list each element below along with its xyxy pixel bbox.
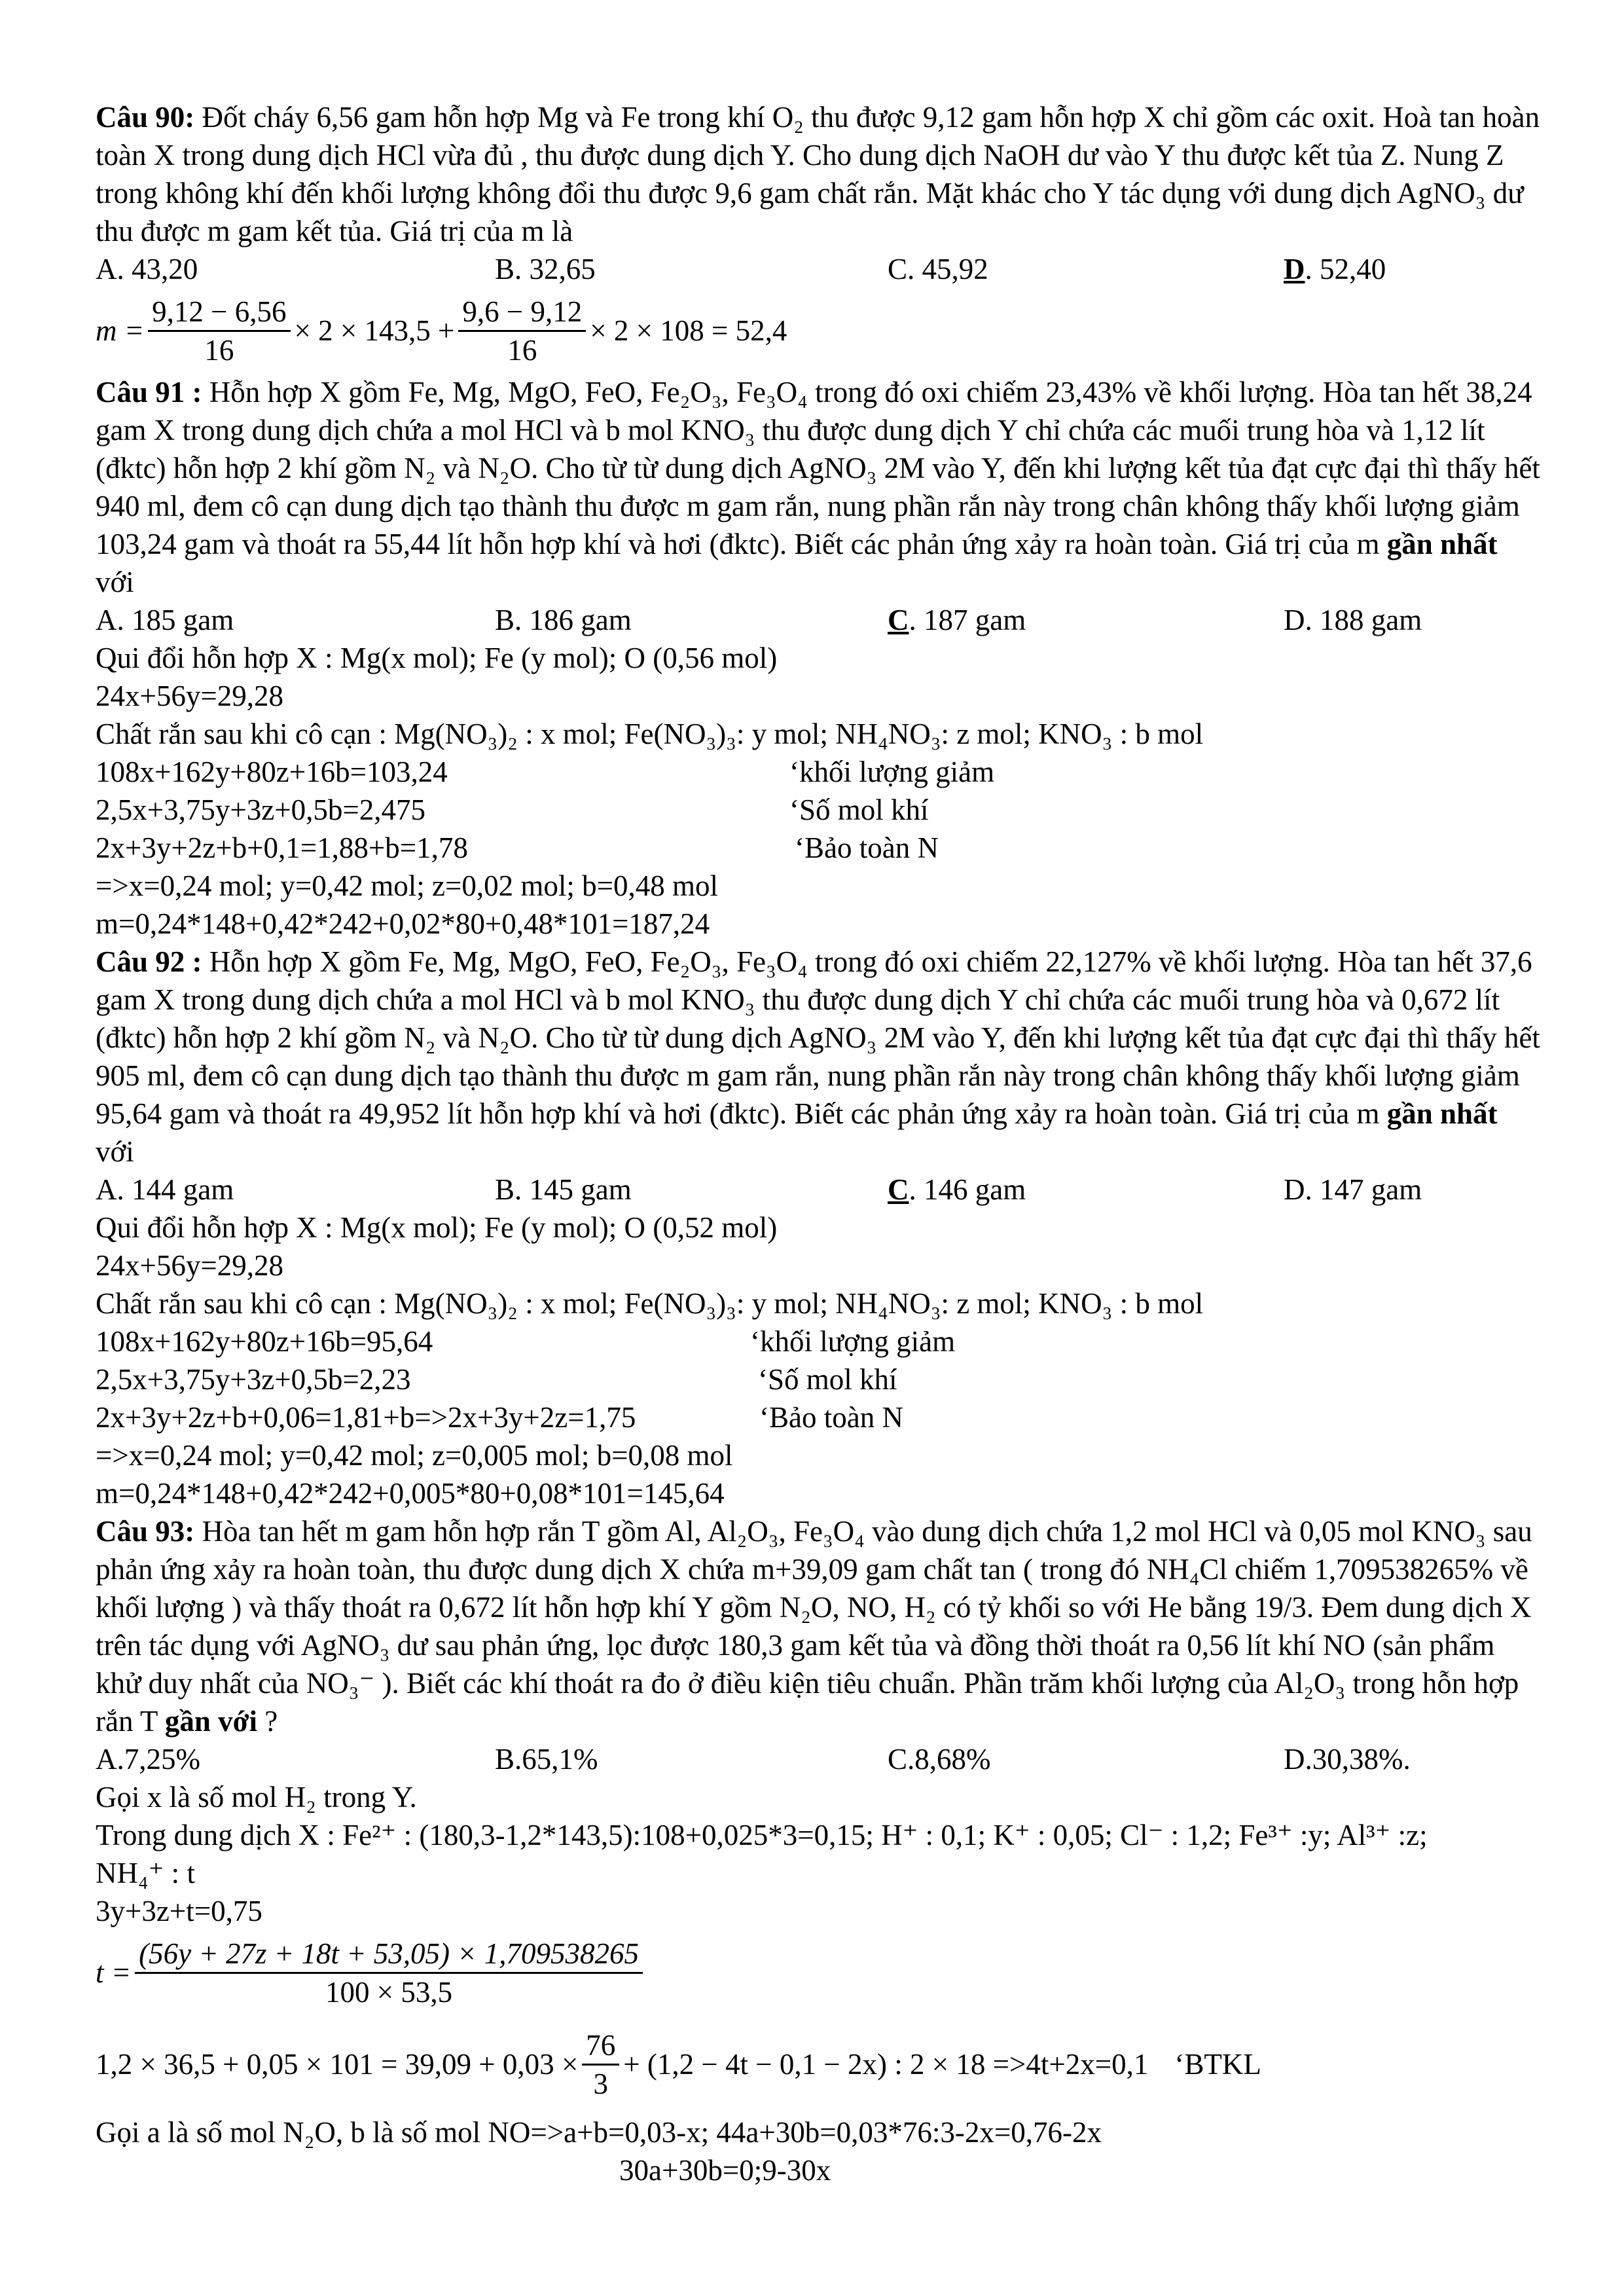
q90-option-a: A. 43,20 (96, 253, 198, 285)
q91-option-c-letter: C (888, 604, 909, 636)
q92-text: Hỗn hợp X gồm Fe, Mg, MgO, FeO, Fe₂O₃, Fe₃O₄ trong đó oxi chiếm 22,127% về khối lượng. Hòa tan hết 37,6 gam X trong dung dịch chứa a mol HCl và b mol KNO₃ thu được dung dịch Y chỉ chứa các muối trung hòa và 0,672 lít (đktc) hỗn hợp 2 khí gồm N₂ và N₂O. Cho từ từ dung dịch AgNO₃ 2M vào Y, đến khi lượng kết tủa đạt cực đại thì thấy hết 905 ml, đem cô cạn dung dịch tạo thành thu được m gam rắn, nung phần rắn này trong chân không thấy khối lượng giảm 95,64 gam và thoát ra 49,952 lít hỗn hợp khí và hơi (đktc). Biết các phản ứng xảy ra hoàn toàn. Giá trị của m (96, 945, 1540, 1130)
q92-option-a: A. 144 gam (96, 1173, 234, 1206)
q90-option-c: C. 45,92 (888, 253, 988, 285)
q93-statement (96, 1512, 1542, 1740)
q92-line-8: m=0,24*148+0,42*242+0,005*80+0,08*101=145,64 (96, 1477, 725, 1510)
q93-option-d: D.30,38%. (1284, 1743, 1411, 1776)
q90-formula-lhs: m = (96, 314, 145, 347)
q90-fraction-1-den: 16 (204, 333, 234, 367)
q93-btkl-rhs: + (1,2 − 4t − 0,1 − 2x) : 2 × 18 =>4t+2x=0,1 (623, 2048, 1149, 2081)
q93-line-4: 3y+3z+t=0,75 (96, 1895, 262, 1927)
q90-label: Câu 90: (96, 101, 195, 134)
q91-options (96, 601, 1542, 639)
q91-eq-4: 108x+162y+80z+16b=103,24 (96, 756, 448, 788)
q91-eq-5: 2,5x+3,75y+3z+0,5b=2,475 (96, 793, 425, 826)
q90-option-d (1284, 250, 1542, 288)
q92-eq-5: 2,5x+3,75y+3z+0,5b=2,23 (96, 1363, 411, 1396)
q93-text: Hòa tan hết m gam hỗn hợp rắn T gồm Al, Al₂O₃, Fe₃O₄ vào dung dịch chứa 1,2 mol HCl và 0,05 mol KNO₃ sau phản ứng xảy ra hoàn toàn, thu được dung dịch X chứa m+39,09 gam chất tan ( trong đó NH₄Cl chiếm 1,709538265% về khối lượng ) và thấy thoát ra 0,672 lít hỗn hợp khí Y gồm N₂O, NO, H₂ có tỷ khối so với He bằng 19/3. Đem dung dịch X trên tác dụng với AgNO₃ dư sau phản ứng, lọc được 180,3 gam kết tủa và đồng thời thoát ra 0,56 lít khí NO (sản phẩm khử duy nhất của NO₃⁻ ). Biết các khí thoát ra đo ở điều kiện tiêu chuẩn. Phần trăm khối lượng của Al₂O₃ trong hỗn hợp rắn T (96, 1515, 1532, 1738)
q93-t-fraction-den: 100 × 53,5 (325, 1975, 453, 2009)
q93-bold-phrase: gần với (164, 1705, 258, 1738)
q93-btkl-formula (96, 2015, 1542, 2113)
q92-option-c-letter: C (888, 1173, 909, 1206)
q92-line-6 (96, 1398, 1542, 1436)
q91-line-5 (96, 791, 1542, 829)
q90-formula-end: × 2 × 108 = 52,4 (590, 314, 787, 347)
q93-btkl-fraction (582, 2027, 619, 2102)
q93-btkl-fraction-den: 3 (593, 2067, 609, 2100)
q91-eq-6: 2x+3y+2z+b+0,1=1,88+b=1,78 (96, 831, 468, 864)
q92-line-3: Chất rắn sau khi cô cạn : Mg(NO₃)₂ : x mol; Fe(NO₃)₃: y mol; NH₄NO₃: z mol; KNO₃ : b mol (96, 1287, 1204, 1320)
q93-t-fraction-num: (56y + 27z + 18t + 53,05) × 1,709538265 (135, 1935, 643, 1974)
q91-option-c-value: . 187 gam (909, 604, 1026, 636)
q93-btkl-lhs: 1,2 × 36,5 + 0,05 × 101 = 39,09 + 0,03 × (96, 2048, 579, 2081)
q92-line-4 (96, 1322, 1542, 1360)
q91-line-6 (96, 829, 1542, 867)
document-page (96, 98, 1542, 2189)
q91-note-6: ‘Bảo toàn N (795, 831, 939, 864)
q93-label: Câu 93: (96, 1515, 195, 1548)
q90-fraction-1 (148, 293, 290, 369)
q91-line-1: Qui đổi hỗn hợp X : Mg(x mol); Fe (y mol); O (0,56 mol) (96, 642, 778, 674)
q91-text: Hỗn hợp X gồm Fe, Mg, MgO, FeO, Fe₂O₃, Fe₃O₄ trong đó oxi chiếm 23,43% về khối lượng. Hòa tan hết 38,24 gam X trong dung dịch chứa a mol HCl và b mol KNO₃ thu được dung dịch Y chỉ chứa các muối trung hòa và 1,12 lít (đktc) hỗn hợp 2 khí gồm N₂ và N₂O. Cho từ từ dung dịch AgNO₃ 2M vào Y, đến khi lượng kết tủa đạt cực đại thì thấy hết 940 ml, đem cô cạn dung dịch tạo thành thu được m gam rắn, nung phần rắn này trong chân không thấy khối lượng giảm 103,24 gam và thoát ra 55,44 lít hỗn hợp khí và hơi (đktc). Biết các phản ứng xảy ra hoàn toàn. Giá trị của m (96, 376, 1540, 560)
q93-line-5: Gọi a là số mol N₂O, b là số mol NO=>a+b=0,03-x; 44a+30b=0,03*76:3-2x=0,76-2x (96, 2116, 1102, 2149)
q91-option-d: D. 188 gam (1284, 604, 1422, 636)
q90-option-d-value: . 52,40 (1305, 253, 1386, 285)
q92-eq-4: 108x+162y+80z+16b=95,64 (96, 1325, 433, 1358)
q93-line-2: Trong dung dịch X : Fe²⁺ : (180,3-1,2*143,5):108+0,025*3=0,15; H⁺ : 0,1; K⁺ : 0,05; Cl⁻ : 1,2; Fe³⁺ :y; Al³⁺ :z; (96, 1819, 1428, 1851)
q92-line-7: =>x=0,24 mol; y=0,42 mol; z=0,005 mol; b=0,08 mol (96, 1439, 733, 1472)
q90-formula-mid: × 2 × 143,5 + (294, 314, 455, 347)
q90-option-b: B. 32,65 (495, 253, 596, 285)
q92-line-5 (96, 1360, 1542, 1398)
q93-line-1: Gọi x là số mol H₂ trong Y. (96, 1781, 417, 1813)
q93-options (96, 1740, 1542, 1778)
q92-note-5: ‘Số mol khí (758, 1363, 897, 1396)
q93-option-c: C.8,68% (888, 1743, 991, 1776)
q92-option-c-value: . 146 gam (909, 1173, 1026, 1206)
q91-note-5: ‘Số mol khí (789, 793, 929, 826)
q91-bold-phrase: gần nhất (1386, 528, 1498, 560)
q91-line-8: m=0,24*148+0,42*242+0,02*80+0,48*101=187,24 (96, 907, 710, 940)
q93-line-3: NH₄⁺ : t (96, 1857, 195, 1889)
q90-formula (96, 288, 1542, 373)
q93-option-a: A.7,25% (96, 1743, 200, 1776)
q91-line-7: =>x=0,24 mol; y=0,42 mol; z=0,02 mol; b=0,48 mol (96, 869, 719, 902)
q91-note-4: ‘khối lượng giảm (789, 756, 995, 788)
q90-fraction-2-den: 16 (507, 333, 537, 367)
q92-bold-phrase: gần nhất (1386, 1097, 1498, 1130)
q91-label: Câu 91 : (96, 376, 202, 409)
q93-btkl-note: ‘BTKL (1174, 2048, 1261, 2081)
q91-option-c (888, 601, 1284, 639)
q93-btkl-fraction-num: 76 (582, 2027, 619, 2066)
q92-option-c (888, 1171, 1284, 1209)
q92-line-1: Qui đổi hỗn hợp X : Mg(x mol); Fe (y mol); O (0,52 mol) (96, 1211, 778, 1244)
q92-option-b: B. 145 gam (495, 1173, 632, 1206)
q90-fraction-2-num: 9,6 − 9,12 (458, 293, 586, 332)
q91-line-2: 24x+56y=29,28 (96, 680, 284, 712)
q93-line-6: 30a+30b=0;9-30x (619, 2154, 831, 2187)
q92-line-2: 24x+56y=29,28 (96, 1249, 284, 1282)
q92-statement (96, 943, 1542, 1171)
q91-option-b: B. 186 gam (495, 604, 632, 636)
q91-statement (96, 373, 1542, 601)
q93-option-b: B.65,1% (495, 1743, 598, 1776)
q92-tail: với (96, 1135, 134, 1168)
q91-option-a: A. 185 gam (96, 604, 234, 636)
q90-statement (96, 98, 1542, 250)
q90-option-d-letter: D (1284, 253, 1305, 285)
q92-option-d: D. 147 gam (1284, 1173, 1422, 1206)
q91-line-4 (96, 753, 1542, 791)
q90-fraction-2 (458, 293, 586, 369)
q93-t-lhs: t = (96, 1956, 132, 1989)
q91-tail: với (96, 566, 134, 598)
q92-note-4: ‘khối lượng giảm (750, 1325, 956, 1358)
q92-note-6: ‘Bảo toàn N (759, 1401, 903, 1434)
q90-text: Đốt cháy 6,56 gam hỗn hợp Mg và Fe trong khí O₂ thu được 9,12 gam hỗn hợp X chỉ gồm các oxit. Hoà tan hoàn toàn X trong dung dịch HCl vừa đủ , thu được dung dịch Y. Cho dung dịch NaOH dư vào Y thu được kết tủa Z. Nung Z trong không khí đến khối lượng không đổi thu được 9,6 gam chất rắn. Mặt khác cho Y tác dụng với dung dịch AgNO₃ dư thu được m gam kết tủa. Giá trị của m là (96, 101, 1540, 247)
q92-label: Câu 92 : (96, 945, 202, 978)
q92-options (96, 1171, 1542, 1209)
q90-fraction-1-num: 9,12 − 6,56 (148, 293, 290, 332)
q93-t-fraction (135, 1935, 643, 2011)
q90-options (96, 250, 1542, 288)
q93-t-formula (96, 1930, 1542, 2015)
q92-eq-6: 2x+3y+2z+b+0,06=1,81+b=>2x+3y+2z=1,75 (96, 1401, 636, 1434)
q91-line-3: Chất rắn sau khi cô cạn : Mg(NO₃)₂ : x mol; Fe(NO₃)₃: y mol; NH₄NO₃: z mol; KNO₃ : b mol (96, 718, 1204, 750)
q93-tail: ? (264, 1705, 278, 1738)
